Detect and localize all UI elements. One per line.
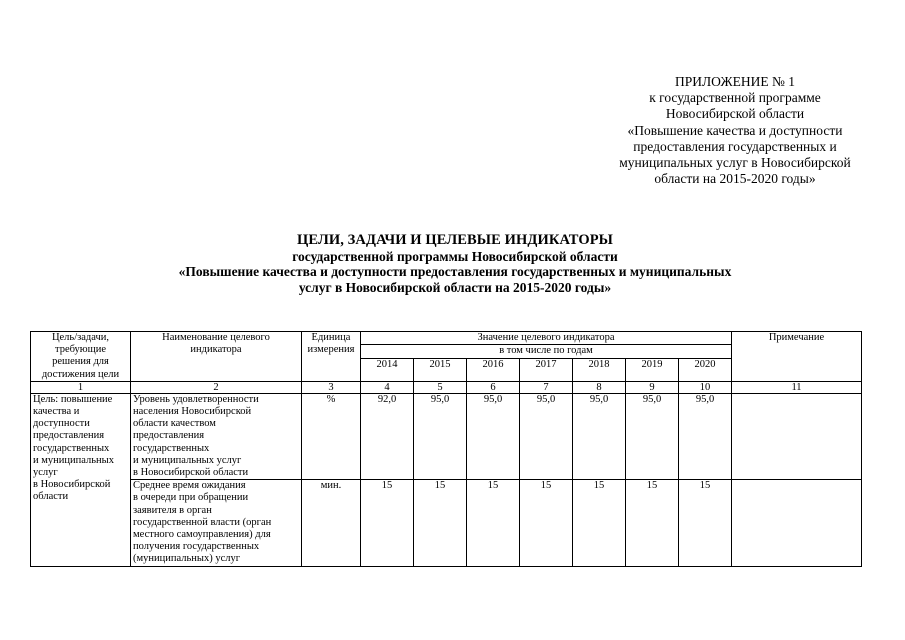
indicator-note bbox=[732, 480, 862, 566]
indicator-unit: мин. bbox=[302, 480, 361, 566]
indicator-unit: % bbox=[302, 393, 361, 479]
indicator-value: 95,0 bbox=[520, 393, 573, 479]
indicator-name: Уровень удовлетворенности населения Новосибирской области качеством предоставления государственных и муниципальных услуг в Новосибирской области bbox=[131, 393, 302, 479]
indicator-value: 15 bbox=[414, 480, 467, 566]
column-number: 1 bbox=[31, 381, 131, 393]
appendix-line: «Повышение качества и доступности bbox=[627, 122, 843, 138]
column-number: 5 bbox=[414, 381, 467, 393]
column-number: 7 bbox=[520, 381, 573, 393]
appendix-line: ПРИЛОЖЕНИЕ № 1 bbox=[674, 74, 796, 89]
indicator-value: 95,0 bbox=[467, 393, 520, 479]
indicator-value: 95,0 bbox=[414, 393, 467, 479]
goal-cell: Цель: повышение качества и доступности предоставления государственных и муниципальных услуг в Новосибирской области bbox=[31, 393, 131, 566]
title-line-3: «Повышение качества и доступности предоставления государственных и муниципальных bbox=[178, 264, 732, 279]
header-indicator: Наименование целевого индикатора bbox=[131, 332, 302, 382]
column-number: 2 bbox=[131, 381, 302, 393]
indicator-value: 15 bbox=[361, 480, 414, 566]
indicator-value: 15 bbox=[679, 480, 732, 566]
table-row bbox=[31, 393, 862, 479]
column-number: 11 bbox=[732, 381, 862, 393]
header-year: 2015 bbox=[414, 358, 467, 381]
header-year: 2017 bbox=[520, 358, 573, 381]
header-year: 2019 bbox=[626, 358, 679, 381]
column-number: 4 bbox=[361, 381, 414, 393]
indicator-name: Среднее время ожидания в очереди при обращении заявителя в орган государственной власти (орган местного самоуправления) для получения государственных (муниципальных) услуг bbox=[131, 480, 302, 566]
column-number: 8 bbox=[573, 381, 626, 393]
appendix-line: Новосибирской области bbox=[665, 106, 805, 122]
header-unit: Единица измерения bbox=[302, 332, 361, 382]
header-by-years: в том числе по годам bbox=[361, 345, 732, 358]
header-year: 2014 bbox=[361, 358, 414, 381]
header-goal: Цель/задачи, требующие решения для достижения цели bbox=[31, 332, 131, 382]
indicator-note bbox=[732, 393, 862, 479]
column-number: 3 bbox=[302, 381, 361, 393]
header-value: Значение целевого индикатора bbox=[361, 332, 732, 345]
column-number: 10 bbox=[679, 381, 732, 393]
header-note: Примечание bbox=[732, 332, 862, 382]
indicators-table bbox=[30, 331, 862, 567]
title-line-1: ЦЕЛИ, ЗАДАЧИ И ЦЕЛЕВЫЕ ИНДИКАТОРЫ bbox=[296, 232, 614, 248]
indicator-value: 15 bbox=[573, 480, 626, 566]
indicator-value: 95,0 bbox=[573, 393, 626, 479]
indicator-value: 15 bbox=[520, 480, 573, 566]
table-row bbox=[31, 480, 862, 566]
appendix-line: муниципальных услуг в Новосибирской bbox=[619, 155, 851, 171]
column-number: 9 bbox=[626, 381, 679, 393]
title-line-2: государственной программы Новосибирской области bbox=[292, 248, 618, 264]
header-year: 2020 bbox=[679, 358, 732, 381]
indicator-value: 15 bbox=[467, 480, 520, 566]
appendix-block bbox=[585, 74, 885, 187]
indicator-value: 92,0 bbox=[361, 393, 414, 479]
indicator-value: 95,0 bbox=[679, 393, 732, 479]
indicator-value: 95,0 bbox=[626, 393, 679, 479]
appendix-line: к государственной программе bbox=[649, 90, 821, 106]
header-year: 2018 bbox=[573, 358, 626, 381]
appendix-line: предоставления государственных и bbox=[633, 138, 837, 154]
column-number: 6 bbox=[467, 381, 520, 393]
appendix-line: области на 2015-2020 годы» bbox=[654, 171, 816, 187]
indicator-value: 15 bbox=[626, 480, 679, 566]
title-line-4: услуг в Новосибирской области на 2015-2020 годы» bbox=[298, 279, 612, 295]
header-year: 2016 bbox=[467, 358, 520, 381]
document-title bbox=[120, 233, 790, 295]
